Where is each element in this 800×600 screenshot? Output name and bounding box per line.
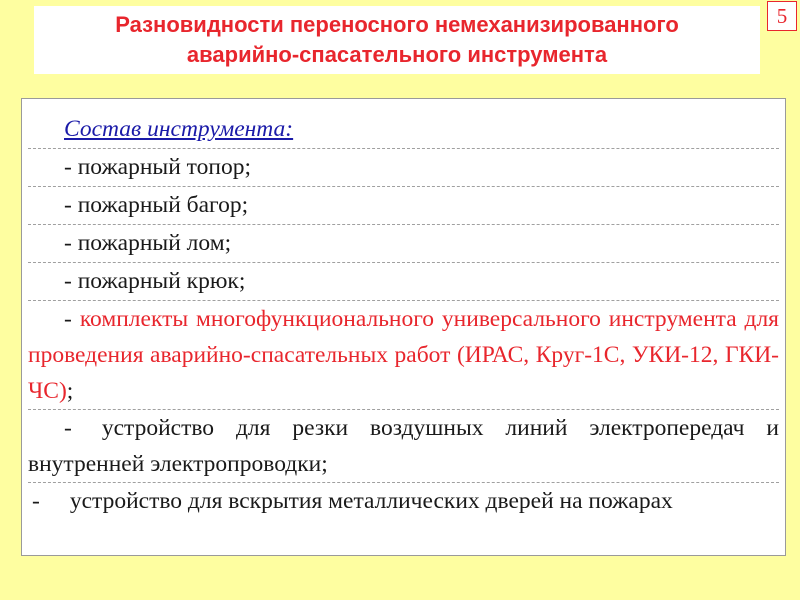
slide-title-box — [34, 6, 760, 74]
door-opener-text: устройство для вскрытия металлических дверей на пожарах — [69, 488, 673, 514]
list-item-wire-cutter — [28, 409, 779, 482]
slide-title-line-1: Разновидности переносного немеханизированного — [115, 12, 679, 37]
wire-cutter-text: устройство для резки воздушных линий электропередач и внутренней электропроводки; — [28, 415, 779, 477]
wire-cutter-dash: - — [64, 415, 72, 441]
page-number: 5 — [767, 1, 797, 31]
list-item-hook-pole: - пожарный багор; — [28, 186, 779, 224]
list-heading: Состав инструмента: — [64, 116, 294, 142]
tool-kits-text: комплекты многофункционального универсального инструмента для проведения аварийно-спасательных работ (ИРАС, Круг-1С, УКИ-12, ГКИ-ЧС) — [28, 306, 779, 404]
slide-title-line-2: аварийно-спасательного инструмента — [186, 42, 608, 67]
tool-kits-end: ; — [66, 378, 74, 404]
list-item-door-opener — [28, 482, 779, 519]
list-item-tool-kits — [28, 300, 779, 409]
tool-kits-dash: - — [64, 306, 72, 332]
list-item-crowbar: - пожарный лом; — [28, 224, 779, 262]
door-opener-dash: - — [32, 488, 40, 514]
content-box — [21, 98, 786, 556]
list-item-hook: - пожарный крюк; — [28, 262, 779, 300]
list-item-axe: - пожарный топор; — [28, 148, 779, 186]
